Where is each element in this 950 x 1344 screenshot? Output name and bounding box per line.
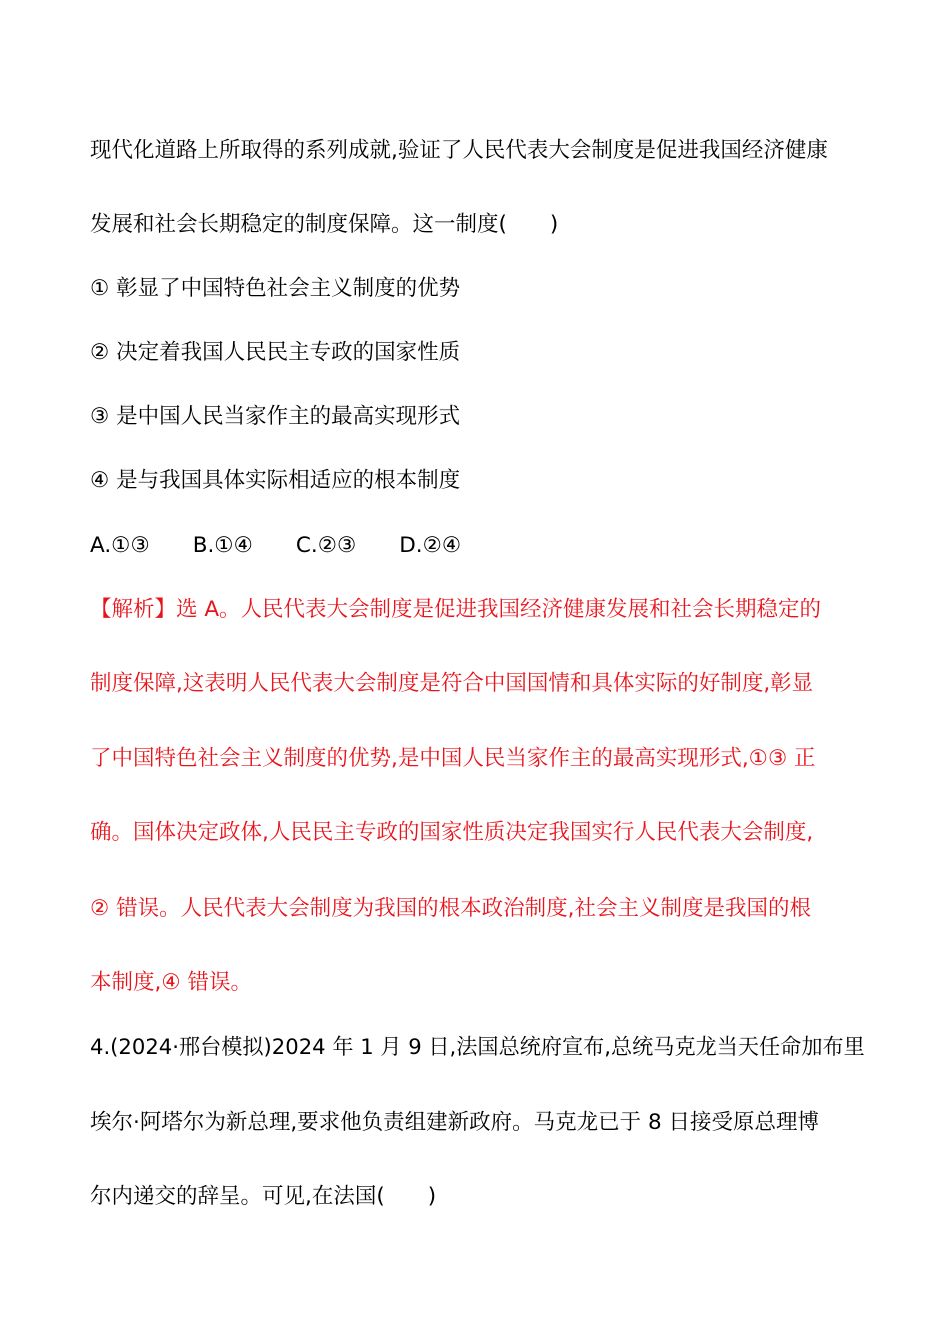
q3-analysis-line-1: 【解析】选 A。人民代表大会制度是促进我国经济健康发展和社会长期稳定的: [90, 597, 822, 622]
q3-stem-line-1: 现代化道路上所取得的系列成就,验证了人民代表大会制度是促进我国经济健康: [90, 138, 828, 163]
q3-statement-3: ③ 是中国人民当家作主的最高实现形式: [90, 404, 461, 429]
q3-analysis-line-6: 本制度,④ 错误。: [90, 970, 252, 995]
q3-stem-line-2: 发展和社会长期稳定的制度保障。这一制度( ): [90, 212, 559, 237]
q4-stem-line-2: 埃尔·阿塔尔为新总理,要求他负责组建新政府。马克龙已于 8 日接受原总理博: [90, 1110, 820, 1135]
q4-stem-line-1: 4.(2024·邢台模拟)2024 年 1 月 9 日,法国总统府宣布,总统马克龙当天任命加布里: [90, 1035, 865, 1060]
q3-analysis-line-4: 确。国体决定政体,人民民主专政的国家性质决定我国实行人民代表大会制度,: [90, 820, 814, 845]
q3-analysis-line-3: 了中国特色社会主义制度的优势,是中国人民当家作主的最高实现形式,①③ 正: [90, 746, 816, 771]
q4-stem-line-3: 尔内递交的辞呈。可见,在法国( ): [90, 1184, 437, 1209]
q3-options: A.①③ B.①④ C.②③ D.②④: [90, 533, 462, 558]
q3-analysis-line-2: 制度保障,这表明人民代表大会制度是符合中国国情和具体实际的好制度,彰显: [90, 671, 814, 696]
q3-statement-4: ④ 是与我国具体实际相适应的根本制度: [90, 468, 461, 493]
q3-analysis-line-5: ② 错误。人民代表大会制度为我国的根本政治制度,社会主义制度是我国的根: [90, 896, 811, 921]
q3-statement-2: ② 决定着我国人民民主专政的国家性质: [90, 340, 461, 365]
q3-statement-1: ① 彰显了中国特色社会主义制度的优势: [90, 276, 461, 301]
